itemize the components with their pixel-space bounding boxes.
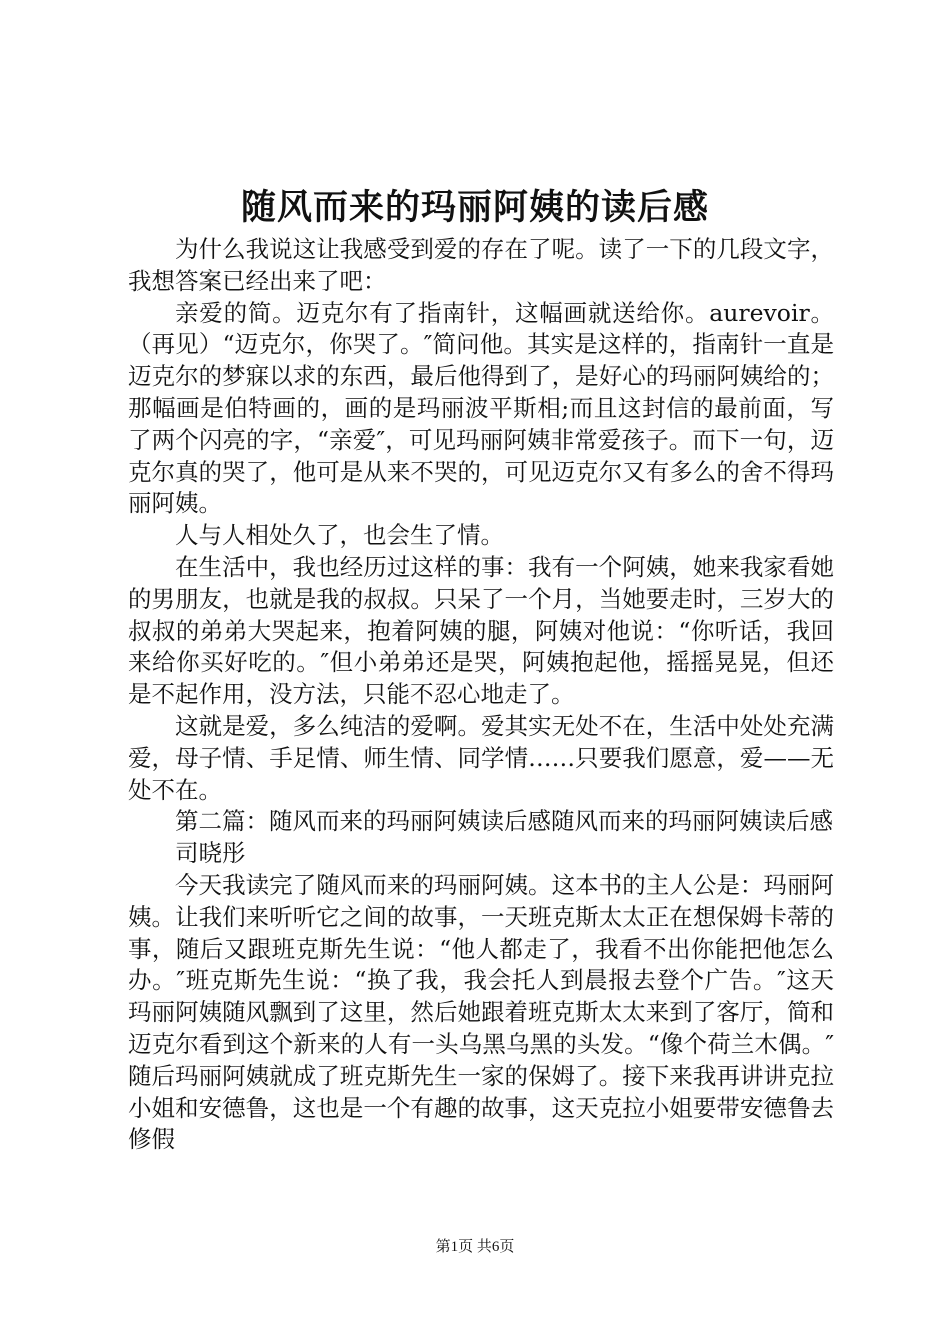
article-body	[128, 234, 834, 1156]
paragraph: 这就是爱，多么纯洁的爱啊。爱其实无处不在，生活中处处充满爱，母子情、手足情、师生情、同学情……只要我们愿意，爱——无处不在。	[128, 711, 834, 804]
section-heading: 第二篇：随风而来的玛丽阿姨读后感随风而来的玛丽阿姨读后感	[175, 807, 833, 836]
page-title: 随风而来的玛丽阿姨的读后感	[240, 187, 709, 228]
page-number: 第1页 共6页	[435, 1239, 515, 1255]
paragraph: 在生活中，我也经历过这样的事：我有一个阿姨，她来我家看她的男朋友，也就是我的叔叔。只呆了一个月，当她要走时，三岁大的叔叔的弟弟大哭起来，抱着阿姨的腿，阿姨对他说：“你听话，我回来给你买好吃的。″但小弟弟还是哭，阿姨抱起他，摇摇晃晃，但还是不起作用，没方法，只能不忍心地走了。	[128, 552, 834, 709]
paragraph: 为什么我说这让我感受到爱的存在了呢。读了一下的几段文字，我想答案已经出来了吧：	[128, 235, 834, 295]
paragraph: 今天我读完了随风而来的玛丽阿姨。这本书的主人公是：玛丽阿姨。让我们来听听它之间的故事，一天班克斯太太正在想保姆卡蒂的事，随后又跟班克斯先生说：“他人都走了，我看不出你能把他怎么办。″班克斯先生说：“换了我，我会托人到晨报去登个广告。″这天玛丽阿姨随风飘到了这里，然后她跟着班克斯太太来到了客厅，简和迈克尔看到这个新来的人有一头乌黑乌黑的头发。“像个荷兰木偶。″随后玛丽阿姨就成了班克斯先生一家的保姆了。接下来我再讲讲克拉小姐和安德鲁，这也是一个有趣的故事，这天克拉小姐要带安德鲁去修假	[128, 870, 834, 1154]
author-name: 司晓彤	[175, 839, 246, 868]
paragraph: 亲爱的简。迈克尔有了指南针，这幅画就送给你。aurevoir。（再见）“迈克尔，你哭了。″简问他。其实是这样的，指南针一直是迈克尔的梦寐以求的东西，最后他得到了，是好心的玛丽阿姨给的；那幅画是伯特画的，画的是玛丽波平斯相;而且这封信的最前面，写了两个闪亮的字，“亲爱″，可见玛丽阿姨非常爱孩子。而下一句，迈克尔真的哭了，他可是从来不哭的，可见迈克尔又有多么的舍不得玛丽阿姨。	[128, 298, 834, 518]
paragraph: 人与人相处久了，也会生了情。	[175, 521, 504, 550]
